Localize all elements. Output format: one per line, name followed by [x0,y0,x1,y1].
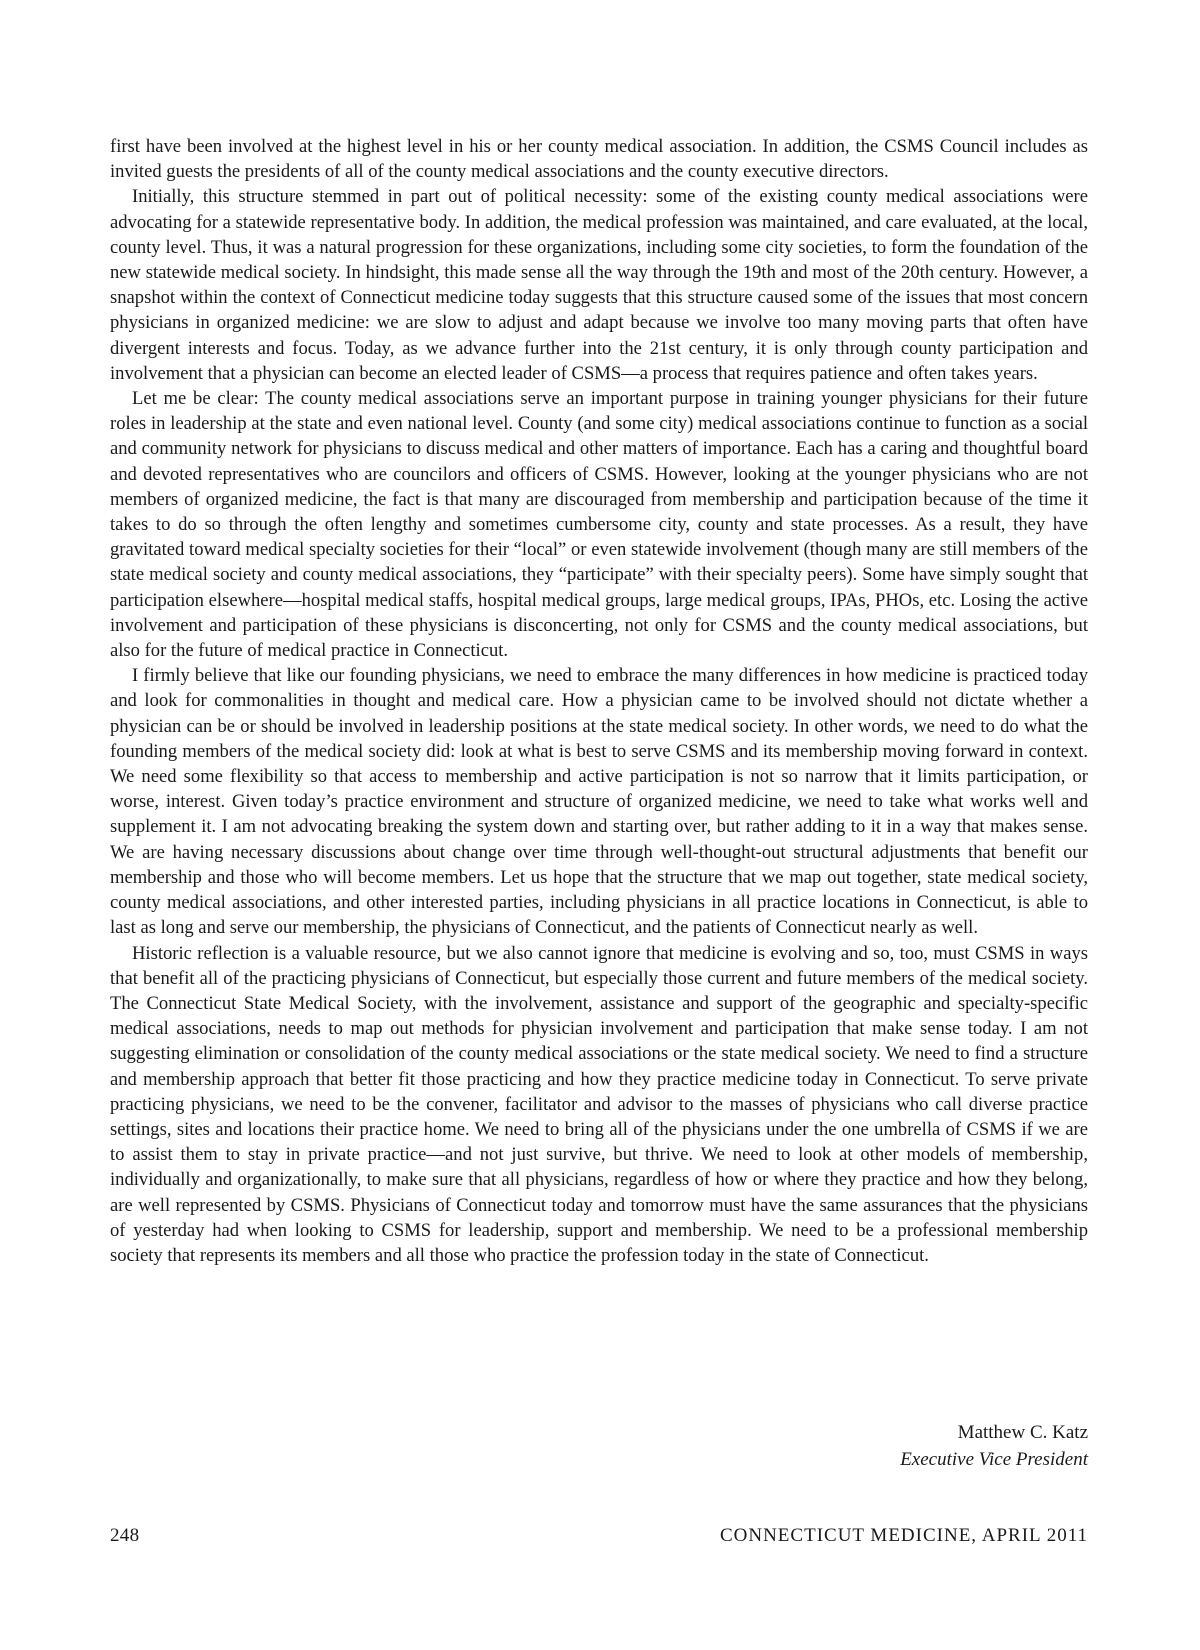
journal-citation: CONNECTICUT MEDICINE, APRIL 2011 [719,1525,1088,1546]
article-body [110,134,1088,1268]
signature-title: Executive Vice President [900,1449,1088,1470]
signature-block [900,1419,1088,1473]
signature-name: Matthew C. Katz [957,1422,1088,1443]
paragraph-2: Initially, this structure stemmed in part out of political necessity: some of the existing county medical associations were advocating for a statewide representative body. In addition, the medical profession was maintained, and care evaluated, at the local, county level. Thus, it was a natural progression for these organizations, including some city societies, to form the foundation of the new statewide medical society. In hindsight, this made sense all the way through the 19th and most of the 20th century. However, a snapshot within the context of Connecticut medicine today suggests that this structure caused some of the issues that most concern physicians in organized medicine: we are slow to adjust and adapt because we involve too many moving parts that often have divergent interests and focus. Today, as we advance further into the 21st century, it is only through county participation and involvement that a physician can become an elected leader of CSMS—a process that requires patience and often takes years. [110,186,1088,384]
paragraph-4: I firmly believe that like our founding physicians, we need to embrace the many differences in how medicine is practiced today and look for commonalities in thought and medical care. How a physician came to be involved should not dictate whether a physician can be or should be involved in leadership positions at the state medical society. In other words, we need to do what the founding members of the medical society did: look at what is best to serve CSMS and its membership moving forward in context. We need some flexibility so that access to membership and active participation is not so narrow that it limits participation, or worse, interest. Given today’s practice environment and structure of organized medicine, we need to take what works well and supplement it. I am not advocating breaking the system down and starting over, but rather adding to it in a way that makes sense. We are having necessary discussions about change over time through well-thought-out structural adjustments that benefit our membership and those who will become members. Let us hope that the structure that we map out together, state medical society, county medical associations, and other interested parties, including physicians in all practice locations in Connecticut, is able to last as long and serve our membership, the physicians of Connecticut, and the patients of Connecticut nearly as well. [110,665,1088,939]
paragraph-5: Historic reflection is a valuable resource, but we also cannot ignore that medicine is evolving and so, too, must CSMS in ways that benefit all of the practicing physicians of Connecticut, but especially those current and future members of the medical society. The Connecticut State Medical Society, with the involvement, assistance and support of the geographic and specialty-specific medical associations, needs to map out methods for physician involvement and participation that make sense today. I am not suggesting elimination or consolidation of the county medical associations or the state medical society. We need to find a structure and membership approach that better fit those practicing and how they practice medicine today in Connecticut. To serve private practicing physicians, we need to be the convener, facilitator and advisor to the masses of physicians who call diverse practice settings, sites and locations their practice home. We need to bring all of the physicians under the one umbrella of CSMS if we are to assist them to stay in private practice—and not just survive, but thrive. We need to look at other models of membership, individually and organizationally, to make sure that all physicians, regardless of how or where they practice and how they belong, are well represented by CSMS. Physicians of Connecticut today and tomorrow must have the same assurances that the physicians of yesterday had when looking to CSMS for leadership, support and membership. We need to be a professional membership society that represents its members and all those who practice the profession today in the state of Connecticut. [110,942,1088,1266]
page-number: 248 [110,1525,140,1546]
paragraph-3: Let me be clear: The county medical associations serve an important purpose in training younger physicians for their future roles in leadership at the state and even national level. County (and some city) medical associations continue to function as a social and community network for physicians to discuss medical and other matters of importance. Each has a caring and thoughtful board and devoted representatives who are councilors and officers of CSMS. However, looking at the younger physicians who are not members of organized medicine, the fact is that many are discouraged from membership and participation because of the time it takes to do so through the often lengthy and sometimes cumbersome city, county and state processes. As a result, they have gravitated toward medical specialty societies for their “local” or even statewide involvement (though many are still members of the state medical society and county medical associations, they “participate” with their specialty peers). Some have simply sought that participation elsewhere—hospital medical staffs, hospital medical groups, large medical groups, IPAs, PHOs, etc. Losing the active involvement and participation of these physicians is disconcerting, not only for CSMS and the county medical associations, but also for the future of medical practice in Connecticut. [110,388,1088,662]
paragraph-1: first have been involved at the highest level in his or her county medical association. In addition, the CSMS Council includes as invited guests the presidents of all of the county medical associations and the county executive directors. [110,136,1088,183]
